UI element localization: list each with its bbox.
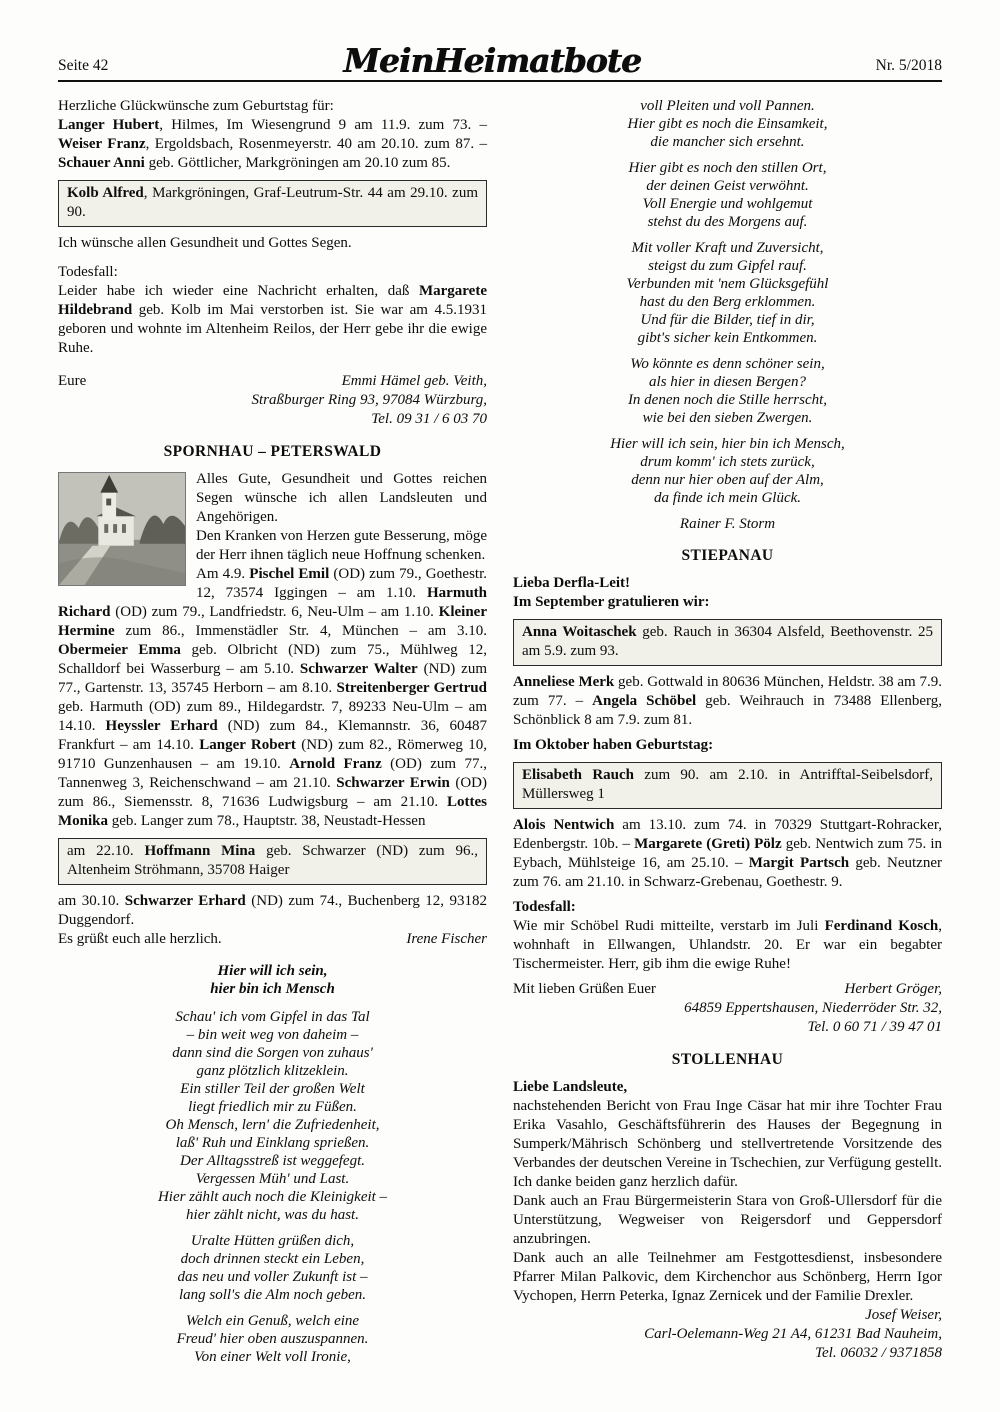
section-heading-spornhau: SPORNHAU – PETERSWALD	[163, 443, 382, 460]
highlight-box-kolb	[58, 180, 487, 227]
poem-line: Hier will ich sein, hier bin ich Mensch,	[610, 436, 845, 452]
signature-phone: Tel. 0 60 71 / 39 47 01	[807, 1019, 942, 1035]
poem-line: steigst du zum Gipfel rauf.	[648, 258, 807, 274]
october-entries: Alois Nentwich am 13.10. zum 74. in 70329 Stuttgart-Rohracker, Edenbergstr. 10b. – Margarete (Greti) Pölz geb. Nentwich zum 75. in Eybach, Mühlsteige 16, am 25.10. – Margit Partsch geb. Neutzner zum 76. am 21.10. in Schwarz-Grebenau, Goethestr. 9.	[513, 817, 942, 890]
boxed-entry: Kolb Alfred, Markgröningen, Graf-Leutrum-Str. 44 am 29.10. zum 90.	[67, 185, 479, 220]
poem-line: Freud' hier oben auszuspannen.	[176, 1331, 369, 1347]
death-heading: Todesfall:	[58, 264, 118, 280]
greeting-intro: Herzliche Glückwünsche zum Geburtstag für:	[58, 98, 334, 114]
poem-title-line: hier bin ich Mensch	[210, 981, 335, 997]
article-paragraph: Dank auch an Frau Bürgermeisterin Stara von Groß-Ullersdorf für die Unterstützung, Wegweiser von Reigersdorf und Geppersdorf anzubringen.	[513, 1193, 942, 1247]
signature-row	[513, 980, 942, 999]
poem-line: lang soll's die Alm noch geben.	[178, 1287, 367, 1303]
highlight-box-hoffmann	[58, 838, 487, 885]
church-photo	[58, 472, 186, 586]
birthday-list: Langer Hubert, Hilmes, Im Wiesengrund 9 am 11.9. zum 73. – Weiser Franz, Ergoldsbach, Rosenmeyerstr. 40 am 20.10. zum 87. – Schauer Anni geb. Göttlicher, Markgröningen am 20.10 zum 85.	[58, 117, 487, 171]
birthday-list-spornhau: Am 4.9. Pischel Emil (OD) zum 79., Goethestr. 12, 73574 Iggingen – am 1.10. Harmuth Richard (OD) zum 79., Landfriedstr. 6, Neu-Ulm – am 1.10. Kleiner Hermine zum 86., Immenstädler Str. 4, München – am 3.10. Obermeier Emma geb. Olbricht (ND) zum 75., Mühlweg 12, Schalldorf bei Wasserburg – am 5.10. Schwarzer Walter (ND) zum 77., Gartenstr. 13, 35745 Herborn – am 8.10. Streitenberger Gertrud geb. Harmuth (OD) zum 89., Hildegardstr. 7, 89233 Neu-Ulm – am 14.10. Heyssler Erhard (ND) zum 84., Klemannstr. 36, 60487 Frankfurt – am 14.10. Langer Robert (ND) zum 82., Römerweg 10, 91710 Gunzenhausen – am 19.10. Arnold Franz (OD) zum 77., Tannenweg 3, Reichenschwand – am 21.10. Schwarzer Erwin (OD) zum 86., Siemensstr. 8, 71636 Ludwigsburg – am 21.10. Lottes Monika geb. Langer zum 78., Hauptstr. 38, Neustadt-Hessen	[58, 566, 488, 829]
poem-stanza	[513, 159, 942, 231]
poem-line: Hier gibt es noch den stillen Ort,	[628, 160, 827, 176]
closing-word: Eure	[58, 373, 87, 389]
salutation: Liebe Landsleute,	[513, 1079, 628, 1095]
poem-line: das neu und voller Zukunft ist –	[177, 1269, 368, 1285]
poem-line: Verbunden mit 'nem Glücksgefühl	[626, 276, 829, 292]
poem-line: Ein stiller Teil der großen Welt	[180, 1081, 365, 1097]
poem-line: drum komm' ich stets zurück,	[640, 454, 815, 470]
church-photo-graphic	[59, 473, 185, 585]
article-paragraph: nachstehenden Bericht von Frau Inge Cäsar hat mir ihre Tochter Frau Erika Vasahlo, Geschäftsführerin des Hauses der Begegnung in Sumperk/Mährisch Schönberg und stellvertretende Vorsitzende des Verbandes der deutschen Vereine in Tschechien, zur Verfügung gestellt. Ich danke beiden ganz herzlich dafür.	[513, 1098, 942, 1190]
boxed-entry: Elisabeth Rauch zum 90. am 2.10. in Antrifftal-Seibelsdorf, Müllersweg 1	[522, 767, 933, 802]
signature-name: Herbert Gröger,	[844, 981, 942, 997]
spornhau-article	[58, 470, 487, 831]
section-heading-stiepanau: STIEPANAU	[681, 547, 774, 564]
poem-stanza	[58, 1312, 487, 1366]
issue-number: Nr. 5/2018	[875, 57, 942, 74]
signature-row	[58, 930, 487, 949]
boxed-entry: Anna Woitaschek geb. Rauch in 36304 Alsfeld, Beethovenstr. 25 am 5.9. zum 93.	[522, 624, 934, 659]
boxed-entry: am 22.10. Hoffmann Mina geb. Schwarzer (ND) zum 96., Altenheim Ströhmann, 35708 Haiger	[67, 843, 479, 878]
poem-title	[58, 962, 487, 998]
poem-line: Mit voller Kraft und Zuversicht,	[631, 240, 824, 256]
article-paragraph: Den Kranken von Herzen gute Besserung, möge der Herr ihnen täglich neue Hoffnung schenken.	[196, 528, 487, 563]
poem-line: liegt friedlich mir zu Füßen.	[188, 1099, 357, 1115]
poem-line: Und für die Bilder, tief in dir,	[640, 312, 815, 328]
poem-stanza	[513, 97, 942, 151]
september-heading: Im September gratulieren wir:	[513, 594, 710, 610]
poem-stanza	[58, 1008, 487, 1224]
left-column	[58, 97, 487, 1374]
poem-line: – bin weit weg von daheim –	[186, 1027, 359, 1043]
poem-stanza	[58, 1232, 487, 1304]
page-header	[58, 41, 942, 82]
poem-line: Wo könnte es denn schöner sein,	[630, 356, 825, 372]
poem-line: hast du den Berg erklommen.	[639, 294, 816, 310]
signature-name: Emmi Hämel geb. Veith,	[341, 373, 487, 389]
poem-line: der deinen Geist verwöhnt.	[646, 178, 809, 194]
poem-line: gibt's sicher kein Entkommen.	[637, 330, 818, 346]
page-number: Seite 42	[58, 57, 109, 74]
masthead-logo: MeinHeimatbote	[343, 41, 641, 80]
closing-phrase: Es grüßt euch alle herzlich.	[58, 931, 222, 947]
death-notice: Leider habe ich wieder eine Nachricht erhalten, daß Margarete Hildebrand geb. Kolb im Mai verstorben ist. Sie war am 4.5.1931 geboren und wohnte im Altenheim Reilos, der Herr gebe ihr die ewige Ruhe.	[58, 283, 487, 356]
poem-line: dann sind die Sorgen von zuhaus'	[172, 1045, 373, 1061]
poem-line: denn nur hier oben auf der Alm,	[631, 472, 824, 488]
poem-stanza	[513, 239, 942, 347]
article-paragraph: Dank auch an alle Teilnehmer am Festgottesdienst, insbesondere Pfarrer Milan Palkovic, dem Kirchenchor aus Schönberg, Herrn Igor Vychopen, Herrn Peterka, Ignaz Zernicek und der Familie Drexler.	[513, 1250, 942, 1304]
poem-line: Oh Mensch, lern' die Zufriedenheit,	[165, 1117, 380, 1133]
highlight-box-rauch	[513, 762, 942, 809]
poem-author: Rainer F. Storm	[679, 516, 776, 532]
poem-line: hier zählt nicht, was du hast.	[186, 1207, 359, 1223]
poem-line: Schau' ich vom Gipfel in das Tal	[175, 1009, 370, 1025]
poem-line: voll Pleiten und voll Pannen.	[640, 98, 815, 114]
poem-line: wie bei den sieben Zwergen.	[642, 410, 813, 426]
poem-line: In denen noch die Stille herrscht,	[627, 392, 828, 408]
september-entries: Anneliese Merk geb. Gottwald in 80636 München, Heldstr. 38 am 7.9. zum 77. – Angela Schöbel geb. Weihrauch in 73488 Ellenberg, Schönblick 8 am 7.9. zum 81.	[513, 674, 943, 728]
signature-name: Irene Fischer	[406, 931, 487, 947]
poem-line: Hier zählt auch noch die Kleinigkeit –	[157, 1189, 388, 1205]
poem-line: Von einer Welt voll Ironie,	[194, 1349, 351, 1365]
highlight-box-woitaschek	[513, 619, 942, 666]
poem-line: Uralte Hütten grüßen dich,	[190, 1233, 355, 1249]
closing-phrase: Mit lieben Grüßen Euer	[513, 981, 656, 997]
poem-line: Der Alltagsstreß ist weggefegt.	[180, 1153, 365, 1169]
poem-line: stehst du des Morgens auf.	[647, 214, 808, 230]
salutation: Lieba Derfla-Leit!	[513, 575, 631, 591]
poem-line: Vergessen Müh' und Last.	[195, 1171, 350, 1187]
poem-line: Welch ein Genuß, welch eine	[185, 1313, 360, 1329]
death-notice: Wie mir Schöbel Rudi mitteilte, verstarb im Juli Ferdinand Kosch, wohnhaft in Ellwangen, Uhlandstr. 20. Er war ein begabter Tischermeister. Herr, gib ihm die ewige Ruhe!	[513, 918, 942, 972]
poem-right	[513, 97, 942, 533]
poem-line: Voll Energie und wohlgemut	[642, 196, 813, 212]
stollenhau-body	[513, 1097, 942, 1306]
signature-address: Carl-Oelemann-Weg 21 A4, 61231 Bad Nauheim,	[644, 1326, 942, 1342]
signature-row	[58, 372, 487, 391]
poem-title-line: Hier will ich sein,	[217, 963, 328, 979]
wish-line: Ich wünsche allen Gesundheit und Gottes Segen.	[58, 235, 352, 251]
article-paragraph: Alles Gute, Gesundheit und Gottes reichen Segen wünsche ich allen Landsleuten und Angehörigen.	[196, 471, 487, 525]
poem-stanza	[513, 355, 942, 427]
signature-phone: Tel. 09 31 / 6 03 70	[371, 411, 487, 427]
right-column	[513, 97, 942, 1374]
two-column-body	[58, 97, 942, 1374]
poem-stanza	[513, 435, 942, 507]
signature-address: 64859 Eppertshausen, Niederröder Str. 32,	[684, 1000, 942, 1016]
signature-phone: Tel. 06032 / 9371858	[815, 1345, 942, 1361]
poem-line: Hier gibt es noch die Einsamkeit,	[627, 116, 828, 132]
poem-line: die mancher sich ersehnt.	[650, 134, 805, 150]
poem-left	[58, 962, 487, 1366]
birthday-entry-final: am 30.10. Schwarzer Erhard (ND) zum 74., Buchenberg 12, 93182 Duggendorf.	[58, 893, 488, 928]
section-heading-stollenhau: STOLLENHAU	[671, 1051, 784, 1068]
signature-address: Straßburger Ring 93, 97084 Würzburg,	[251, 392, 487, 408]
poem-line: laß' Ruh und Einklang sprießen.	[175, 1135, 370, 1151]
poem-line: doch drinnen steckt ein Leben,	[180, 1251, 365, 1267]
poem-line: als hier in diesen Bergen?	[649, 374, 806, 390]
signature-name: Josef Weiser,	[865, 1307, 942, 1323]
october-heading: Im Oktober haben Geburtstag:	[513, 737, 714, 753]
poem-line: ganz plötzlich klitzeklein.	[196, 1063, 349, 1079]
poem-line: da finde ich mein Glück.	[653, 490, 802, 506]
death-heading: Todesfall:	[513, 899, 576, 915]
